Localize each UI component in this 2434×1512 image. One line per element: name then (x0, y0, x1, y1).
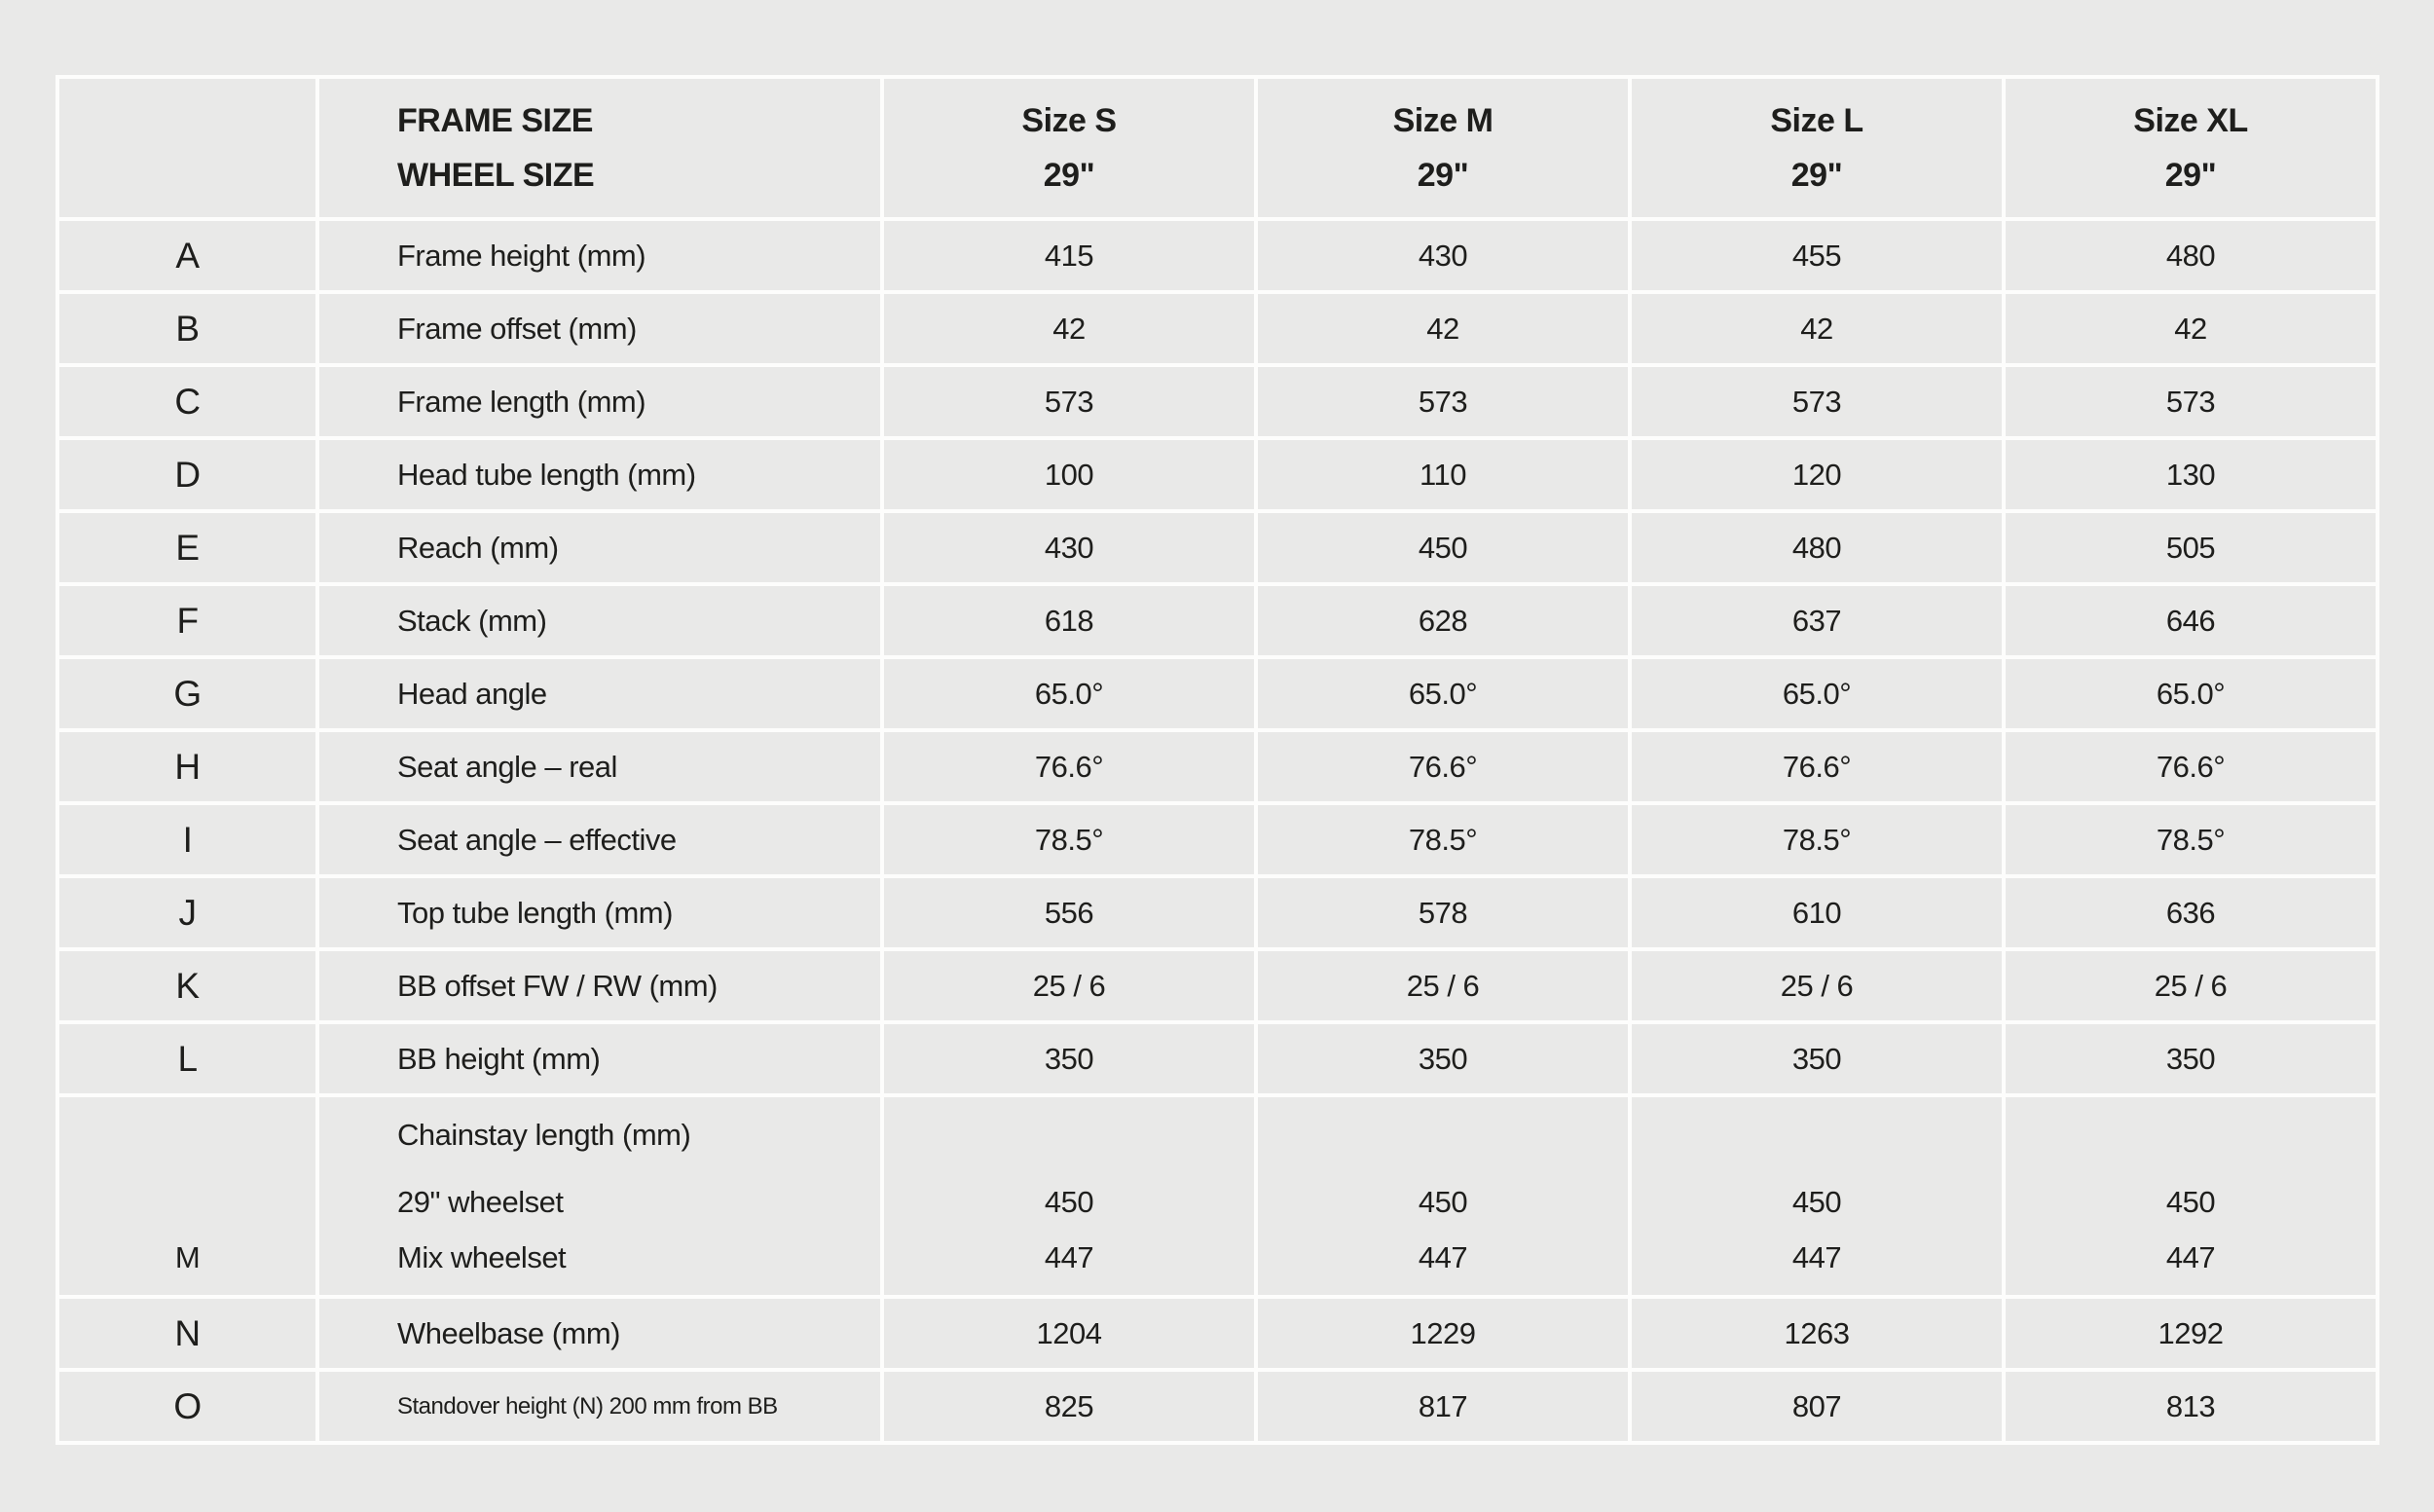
table-row-e (59, 513, 2376, 582)
row-letter-m: M (174, 1240, 201, 1274)
row-label: Frame length (mm) (319, 367, 880, 436)
cell-value-m: 1229 (1258, 1299, 1628, 1368)
chainstay-29-value: 450 (1791, 1185, 1842, 1219)
cell-value-xl: 480 (2006, 221, 2376, 290)
cell-value-m: 42 (1258, 294, 1628, 363)
row-letter: G (59, 659, 315, 728)
table-row-k (59, 951, 2376, 1020)
row-letter: N (59, 1299, 315, 1368)
cell-value-xl: 25 / 6 (2006, 951, 2376, 1020)
table-row-a (59, 221, 2376, 290)
row-letter: L (59, 1024, 315, 1093)
cell-value-l: 350 (1632, 1024, 2002, 1093)
size-s-wheel: 29" (1043, 157, 1095, 194)
chainstay-title: Chainstay length (mm) (397, 1118, 691, 1152)
cell-value-s: 618 (884, 586, 1254, 655)
header-size-s (884, 79, 1254, 217)
cell-value-xl (2006, 1097, 2376, 1295)
row-label: Frame offset (mm) (319, 294, 880, 363)
cell-value-l: 610 (1632, 878, 2002, 947)
row-label: Wheelbase (mm) (319, 1299, 880, 1368)
cell-value-l: 25 / 6 (1632, 951, 2002, 1020)
cell-value-l: 65.0° (1632, 659, 2002, 728)
size-xl-label: Size XL (2133, 102, 2248, 139)
row-label: Head angle (319, 659, 880, 728)
row-label: Frame height (mm) (319, 221, 880, 290)
row-label: Standover height (N) 200 mm from BB (319, 1372, 880, 1441)
bike-geometry-table (55, 75, 2379, 1445)
header-size-xl (2006, 79, 2376, 217)
cell-value-m (1258, 1097, 1628, 1295)
cell-value-xl: 636 (2006, 878, 2376, 947)
chainstay-mix-value: 447 (2165, 1240, 2216, 1274)
cell-value-s: 573 (884, 367, 1254, 436)
row-letter: D (59, 440, 315, 509)
size-l-wheel: 29" (1790, 157, 1843, 194)
cell-value-l: 78.5° (1632, 805, 2002, 874)
cell-value-m: 78.5° (1258, 805, 1628, 874)
size-s-label: Size S (1021, 102, 1117, 139)
cell-value-l: 76.6° (1632, 732, 2002, 801)
row-label: Seat angle – real (319, 732, 880, 801)
cell-value-s: 350 (884, 1024, 1254, 1093)
cell-value-l: 455 (1632, 221, 2002, 290)
chainstay-mix-value: 447 (1044, 1240, 1094, 1274)
cell-value-s: 556 (884, 878, 1254, 947)
size-m-wheel: 29" (1417, 157, 1469, 194)
cell-value-l: 480 (1632, 513, 2002, 582)
row-label: Top tube length (mm) (319, 878, 880, 947)
cell-value-xl: 1292 (2006, 1299, 2376, 1368)
row-letter: I (59, 805, 315, 874)
frame-size-heading: FRAME SIZE (397, 102, 593, 139)
cell-value-s: 65.0° (884, 659, 1254, 728)
row-letter: C (59, 367, 315, 436)
size-xl-wheel: 29" (2164, 157, 2217, 194)
cell-value-s: 415 (884, 221, 1254, 290)
cell-value-m: 628 (1258, 586, 1628, 655)
size-l-label: Size L (1770, 102, 1863, 139)
cell-value-m: 450 (1258, 513, 1628, 582)
table-header-row (59, 79, 2376, 217)
cell-value-l: 120 (1632, 440, 2002, 509)
cell-value-l: 807 (1632, 1372, 2002, 1441)
row-letter: B (59, 294, 315, 363)
table-row-g (59, 659, 2376, 728)
header-empty-cell (59, 79, 315, 217)
row-letter: J (59, 878, 315, 947)
chainstay-mix-wheelset-label: Mix wheelset (397, 1240, 567, 1274)
chainstay-29-value: 450 (1044, 1185, 1094, 1219)
cell-value-s: 1204 (884, 1299, 1254, 1368)
cell-value-xl: 76.6° (2006, 732, 2376, 801)
row-letter: K (59, 951, 315, 1020)
row-letter: H (59, 732, 315, 801)
table-row-b (59, 294, 2376, 363)
cell-value-m: 25 / 6 (1258, 951, 1628, 1020)
row-letter: E (59, 513, 315, 582)
cell-value-m: 76.6° (1258, 732, 1628, 801)
table-row-d (59, 440, 2376, 509)
row-label: BB height (mm) (319, 1024, 880, 1093)
chainstay-mix-value: 447 (1418, 1240, 1468, 1274)
cell-value-l (1632, 1097, 2002, 1295)
row-letter: A (59, 221, 315, 290)
row-letter: F (59, 586, 315, 655)
cell-value-m: 350 (1258, 1024, 1628, 1093)
cell-value-s: 78.5° (884, 805, 1254, 874)
cell-value-xl: 573 (2006, 367, 2376, 436)
cell-value-m: 578 (1258, 878, 1628, 947)
cell-value-l: 42 (1632, 294, 2002, 363)
row-label: Stack (mm) (319, 586, 880, 655)
table-row-c (59, 367, 2376, 436)
row-label: Reach (mm) (319, 513, 880, 582)
cell-value-xl: 350 (2006, 1024, 2376, 1093)
row-letter (59, 1097, 315, 1295)
chainstay-mix-value: 447 (1791, 1240, 1842, 1274)
header-size-l (1632, 79, 2002, 217)
table-row-n (59, 1299, 2376, 1368)
chainstay-29-value: 450 (2165, 1185, 2216, 1219)
table-row-o (59, 1372, 2376, 1441)
row-label: Head tube length (mm) (319, 440, 880, 509)
cell-value-m: 430 (1258, 221, 1628, 290)
cell-value-l: 637 (1632, 586, 2002, 655)
chainstay-29-value: 450 (1418, 1185, 1468, 1219)
cell-value-l: 573 (1632, 367, 2002, 436)
header-size-m (1258, 79, 1628, 217)
cell-value-xl: 505 (2006, 513, 2376, 582)
cell-value-m: 817 (1258, 1372, 1628, 1441)
cell-value-s: 430 (884, 513, 1254, 582)
cell-value-l: 1263 (1632, 1299, 2002, 1368)
row-label: BB offset FW / RW (mm) (319, 951, 880, 1020)
cell-value-xl: 813 (2006, 1372, 2376, 1441)
cell-value-s: 42 (884, 294, 1254, 363)
cell-value-xl: 646 (2006, 586, 2376, 655)
header-title-cell (319, 79, 880, 217)
cell-value-s: 76.6° (884, 732, 1254, 801)
row-label: Seat angle – effective (319, 805, 880, 874)
size-m-label: Size M (1392, 102, 1494, 139)
row-label (319, 1097, 880, 1295)
table-row-m-chainstay (59, 1097, 2376, 1295)
cell-value-s: 25 / 6 (884, 951, 1254, 1020)
cell-value-m: 65.0° (1258, 659, 1628, 728)
cell-value-m: 573 (1258, 367, 1628, 436)
chainstay-29-wheelset-label: 29" wheelset (397, 1185, 564, 1219)
cell-value-xl: 130 (2006, 440, 2376, 509)
cell-value-s: 825 (884, 1372, 1254, 1441)
cell-value-m: 110 (1258, 440, 1628, 509)
table-row-i (59, 805, 2376, 874)
table-row-j (59, 878, 2376, 947)
cell-value-xl: 42 (2006, 294, 2376, 363)
table-row-f (59, 586, 2376, 655)
cell-value-s (884, 1097, 1254, 1295)
wheel-size-heading: WHEEL SIZE (397, 157, 595, 194)
cell-value-s: 100 (884, 440, 1254, 509)
cell-value-xl: 78.5° (2006, 805, 2376, 874)
row-letter: O (59, 1372, 315, 1441)
cell-value-xl: 65.0° (2006, 659, 2376, 728)
table-row-h (59, 732, 2376, 801)
table-row-l (59, 1024, 2376, 1093)
